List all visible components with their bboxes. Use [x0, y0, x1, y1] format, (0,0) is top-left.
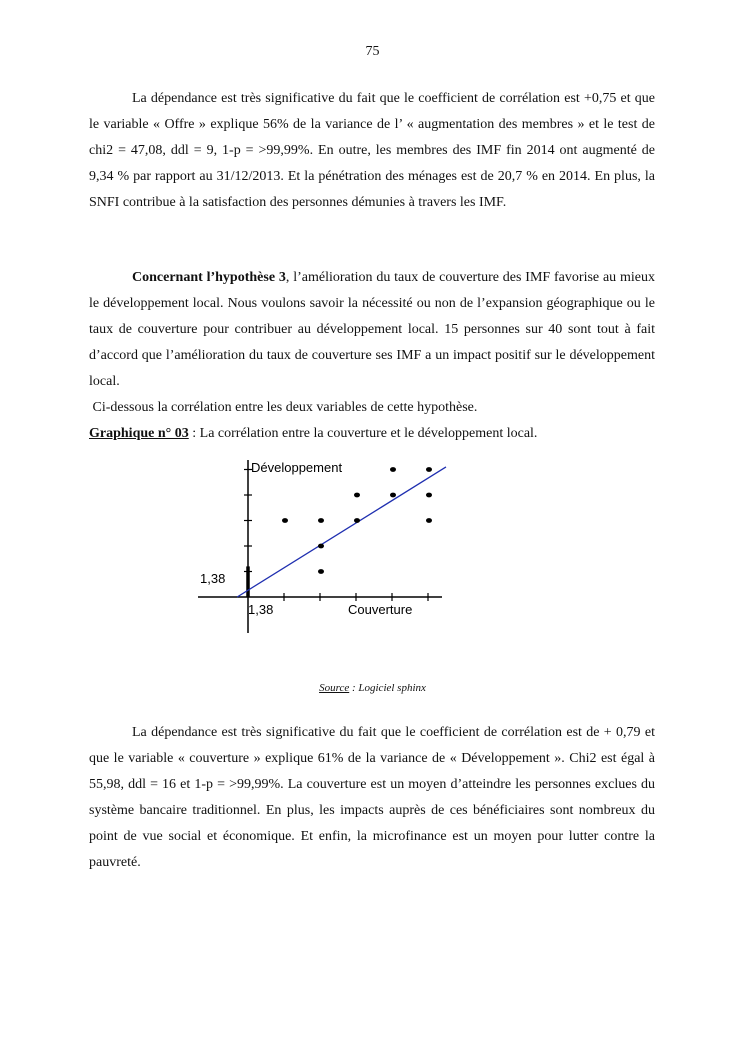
figure-caption: : La corrélation entre la couverture et le développement local.: [188, 426, 538, 441]
scatter-points-group: [282, 467, 432, 574]
figure-title: [89, 425, 537, 443]
scatter-point: [354, 518, 360, 523]
x-axis-label: Couverture: [348, 602, 413, 617]
paragraph-couverture-correlation: La dépendance est très significative du fait que le coefficient de corrélation est de + 0,79 et que le variable « couverture » explique 61% de la variance de « Développement ». Chi2 est égal à 55,98, ddl = 16 et 1-p = >99,99%. La couverture est un moyen d’atteindre les personnes exclues du système bancaire traditionnel. En plus, les impacts auprès de ces bénéficiaires sont nombreux du point de vue social et économique. Et enfin, la microfinance est un moyen pour lutter contre la pauvreté.: [89, 725, 655, 870]
scatter-point: [426, 467, 432, 472]
y-mean-label: 1,38: [200, 571, 226, 586]
source-text: : Logiciel sphinx: [349, 682, 426, 694]
regression-line: [237, 467, 446, 597]
hypothesis-3-body: , l’amélioration du taux de couverture des IMF favorise au mieux le développement local. Nous voulons savoir la nécessité ou non de l’expansion géographique ou le taux de couverture pour contribuer au développement local. 15 personnes sur 40 sont tout à fait d’accord que l’amélioration du taux de couverture ses IMF a un impact positif sur le développement local.: [89, 270, 655, 389]
regression-line-group: [237, 467, 446, 597]
figure-label: Graphique n° 03: [89, 426, 189, 441]
scatter-point: [318, 518, 324, 523]
scatter-point: [318, 544, 324, 549]
scatter-point: [390, 467, 396, 472]
chart-intro-text: Ci-dessous la corrélation entre les deux variables de cette hypothèse.: [92, 400, 478, 415]
page-number: 75: [365, 44, 380, 59]
paragraph-hypothesis-3: [89, 265, 655, 395]
paragraph-offre-correlation: La dépendance est très significative du fait que le coefficient de corrélation est +0,75 et que le variable « Offre » explique 56% de la variance de l’ « augmentation des membres » et le test de chi2 = 47,08, ddl = 9, 1-p = >99,99%. En outre, les membres des IMF fin 2014 ont augmenté de 9,34 % par rapport au 31/12/2013. Et la pénétration des ménages est de 20,7 % en 2014. En plus, la SNFI contribue à la satisfaction des personnes démunies à travers les IMF.: [89, 91, 655, 210]
figure-source: [0, 682, 745, 694]
scatter-point: [426, 493, 432, 498]
chart-intro-line: [89, 399, 477, 417]
scatter-point: [426, 518, 432, 523]
scatter-point: [318, 569, 324, 574]
hypothesis-3-heading: Concernant l’hypothèse 3: [132, 270, 286, 285]
scatter-point: [390, 493, 396, 498]
correlation-scatter-chart: [190, 455, 460, 640]
scatter-point: [354, 493, 360, 498]
source-label: Source: [319, 682, 350, 694]
x-mean-label: 1,38: [248, 602, 274, 617]
scatter-point: [282, 518, 288, 523]
y-axis-label: Développement: [251, 460, 343, 475]
